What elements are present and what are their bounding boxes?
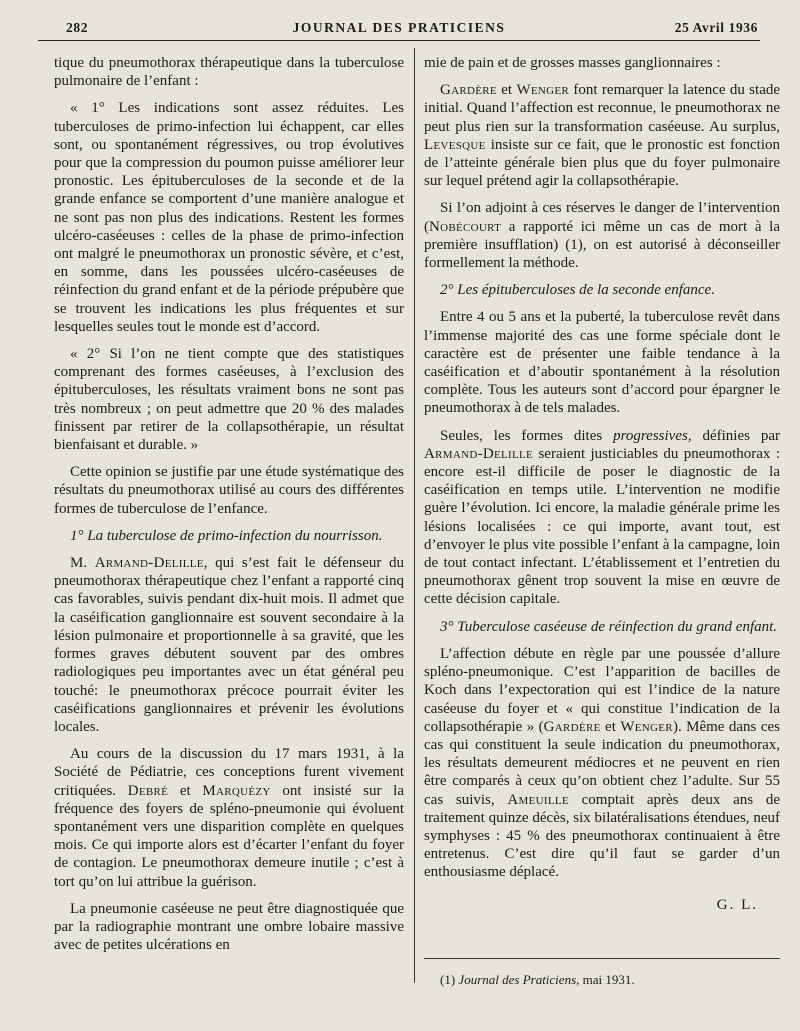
author-name: Levesque bbox=[424, 136, 486, 153]
author-name: Gardère bbox=[543, 718, 601, 735]
paragraph: Cette opinion se justifie par une étude systématique des résultats du pneumothorax utilisé au cours des différentes formes de tuberculose de l’enfance. bbox=[54, 464, 404, 517]
right-column bbox=[424, 54, 780, 923]
page-header bbox=[38, 14, 760, 41]
paragraph: M. Armand-Delille, qui s’est fait le défenseur du pneumothorax thérapeutique chez l’enfant a rapporté cinq cas favorables, suivis pendant dix-huit mois. Il admet que la caséification ganglionnaire est souvent secondaire à la lésion pulmonaire et proportionnelle à sa gravité, que les formes graves débutent souvent par des ombres radiologiques peu importantes avec un état général peu touché: le pneumothorax précoce pourrait éviter les caséifications ganglionnaires et prévenir les évolutions locales. bbox=[54, 555, 404, 735]
paragraph: Au cours de la discussion du 17 mars 1931, à la Société de Pédiatrie, ces conceptions furent vivement critiquées. Debré et Marquézy ont insisté sur la fréquence des foyers de spléno-pneumonie qui évoluent spontanément vers une disparition complète en quelques mois. Ce qui importe alors est d’écarter l’enfant du foyer de contagion. Le pneumothorax demeure inutile ; c’est à tort qu’on lui attribue la guérison. bbox=[54, 746, 404, 890]
issue-date: 25 Avril 1936 bbox=[674, 20, 758, 35]
signature: G. L. bbox=[716, 896, 758, 913]
paragraph: L’affection débute en règle par une poussée d’allure spléno-pneumonique. C’est l’apparition de bacilles de Koch dans l’expectoration qui est l’indice de la nature caséeuse du foyer et « qui constitue l’indication de la collapsothérapie » (Gardère et Wenger). Même dans ces cas qui constituent la seule indication du pneumothorax, les résultats demeurent médiocres et ne peuvent en rien être comparés à ceux qu’on obtient chez l’adulte. Sur 55 cas suivis, Ameuille comptait après deux ans de traitement quinze décès, six bilatéralisations étendues, neuf symphyses : 45 % des pneumothorax continuaient à être entretenus. C’est dire qu’il faut se garder d’un enthousiasme déplacé. bbox=[424, 645, 780, 881]
paragraph: Si l’on adjoint à ces réserves le danger de l’intervention (Nobécourt a rapporté ici même un cas de mort à la première insufflation) (1), on est autorisé à déconseiller formellement la méthode. bbox=[424, 200, 780, 272]
left-column bbox=[54, 54, 404, 963]
footnote-divider bbox=[424, 958, 780, 959]
author-name: Nobécourt bbox=[429, 218, 502, 235]
author-name: Debré bbox=[127, 782, 169, 799]
column-divider bbox=[414, 48, 415, 983]
paragraph: La pneumonie caséeuse ne peut être diagnostiquée que par la radiographie montrant une ombre lobaire massive avec de petites ulcérations en bbox=[54, 900, 404, 954]
paragraph: Seules, les formes dites progressives, définies par Armand-Delille seraient justiciables du pneumothorax : encore est-il difficile de poser le diagnostic de la caséification en temps utile. L’intervention ne modifie guère l’évolution. Ici encore, la maladie générale prime les lésions localisées : ce qui importe, avant tout, est d’envoyer le plus vite possible l’enfant à la campagne, loin de tout contact infectant. L’établissement et l’entretien du pneumothorax gênent trop souvent la mise en œuvre de cette décision capitale. bbox=[424, 427, 781, 608]
quote-paragraph-2: « 2° Si l’on ne tient compte que des statistiques comprenant des formes caséeuses, à l’exclusion des épituberculoses, les résultats vraiment bons ne sont pas très nombreux ; on peut admettre que 20 % des malades finissent par retirer de la collapsothérapie, un résultat bienfaisant et durable. » bbox=[54, 346, 404, 454]
author-name: Gardère bbox=[440, 82, 497, 99]
footnote: (1) Journal des Praticiens, mai 1931. bbox=[440, 972, 635, 987]
author-name: Armand-Delille bbox=[94, 555, 204, 572]
paragraph: Entre 4 ou 5 ans et la puberté, la tuberculose revêt dans l’immense majorité des cas une forme spéciale dont le caractère est de présenter une faible tendance à la caséification et d’aboutir spontanément à la résolution complète. Tous les auteurs sont d’accord pour épargner le pneumothorax à de tels malades. bbox=[424, 309, 780, 417]
author-name: Armand-Delille bbox=[424, 445, 534, 462]
author-name: Marquézy bbox=[202, 782, 271, 799]
section-heading-1: 1° La tuberculose de primo-infection du nourrisson. bbox=[70, 527, 383, 544]
paragraph: mie de pain et de grosses masses ganglionnaires : bbox=[424, 55, 721, 71]
author-name: Wenger bbox=[516, 82, 570, 99]
section-heading-2: 2° Les épituberculoses de la seconde enfance. bbox=[440, 282, 715, 299]
author-name: Ameuille bbox=[507, 791, 569, 808]
section-heading-3: 3° Tuberculose caséeuse de réinfection du grand enfant. bbox=[440, 618, 778, 635]
journal-title: JOURNAL DES PRATICIENS bbox=[292, 20, 506, 35]
author-name: Wenger bbox=[620, 718, 673, 735]
quote-paragraph-1: « 1° Les indications sont assez réduites. Les tuberculoses de primo-infection lui échappent, car elles sont, ou spontanément régressives, ou trop évolutives pour que la compression du poumon puisse améliorer leur pronostic. Les épituberculoses de la seconde et de la grande enfance se comportent d’une manière analogue et ne sont pas non plus des indications. Restent les formes ulcéro-caséeuses : celles de la phase de primo-infection ont malgré le pneumothorax un pronostic sévère, et c’est, en somme, dans les poussées ulcéro-caséeuses de réinfection du grand enfant et de la période prépubère que se trouvent les indications les plus fréquentes et sur lesquelles seules tout le monde est d’accord. bbox=[54, 100, 404, 335]
paragraph: Gardère et Wenger font remarquer la latence du stade initial. Quand l’affection est reconnue, le pneumothorax ne peut plus rien sur la transformation caséeuse. Au surplus, Levesque insiste sur ce fait, que le pronostic est fonction de l’atteinte générale bien plus que du foyer pulmonaire sur lequel prétend agir la collapsothérapie. bbox=[424, 82, 781, 190]
page-number: 282 bbox=[66, 20, 89, 35]
paragraph: tique du pneumothorax thérapeutique dans la tuberculose pulmonaire de l’enfant : bbox=[54, 55, 404, 90]
